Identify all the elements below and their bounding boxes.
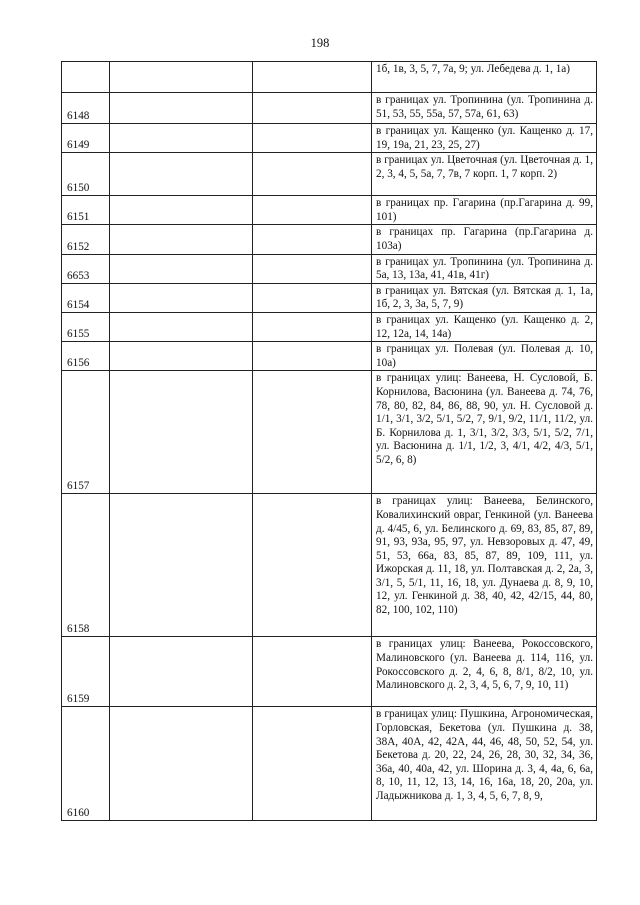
- empty-cell: [253, 196, 372, 225]
- district-boundaries-cell: [372, 196, 597, 225]
- empty-cell: [253, 342, 372, 371]
- empty-cell: [253, 707, 372, 821]
- district-boundaries-cell: [372, 371, 597, 494]
- district-number: 6150: [62, 153, 110, 196]
- table-row: [62, 153, 597, 196]
- district-number: 6157: [62, 371, 110, 494]
- empty-cell: [253, 637, 372, 707]
- table-row: [62, 196, 597, 225]
- table-row: [62, 312, 597, 341]
- district-number: 6151: [62, 196, 110, 225]
- polling-districts-table: [61, 61, 597, 821]
- district-boundaries-text: в границах ул. Вятская (ул. Вятская д. 1, 1а, 1б, 2, 3, 3а, 5, 7, 9): [376, 284, 593, 311]
- district-number: 6154: [62, 283, 110, 312]
- empty-cell: [253, 93, 372, 124]
- empty-cell: [253, 153, 372, 196]
- district-number: 6155: [62, 312, 110, 341]
- district-boundaries-text: в границах улиц: Пушкина, Агрономическая, Горловская, Бекетова (ул. Пушкина д. 38, 38А, 40А, 42, 42А, 44, 46, 48, 50, 52, 54, ул. Бекетова д. 20, 22, 24, 26, 28, 30, 32, 34, 36, 36а, 40, 40а, 42, ул. Шорина д. 3, 4, 4а, 6, 6а, 8, 10, 11, 12, 13, 14, 16, 16а, 18, 20, 20а, ул. Ладыжникова д. 1, 3, 4, 5, 6, 7, 8, 9,: [376, 708, 593, 802]
- table-row: [62, 494, 597, 637]
- district-boundaries-cell: [372, 494, 597, 637]
- district-boundaries-text: в границах ул. Цветочная (ул. Цветочная д. 1, 2, 3, 4, 5, 5а, 7, 7в, 7 корп. 1, 7 корп. 2): [376, 154, 593, 180]
- empty-cell: [110, 312, 253, 341]
- empty-cell: [253, 283, 372, 312]
- empty-cell: [253, 62, 372, 93]
- district-boundaries-cell: [372, 153, 597, 196]
- district-boundaries-cell: [372, 637, 597, 707]
- district-boundaries-cell: [372, 124, 597, 153]
- district-boundaries-text: 1б, 1в, 3, 5, 7, 7а, 9; ул. Лебедева д. 1, 1а): [376, 63, 570, 75]
- empty-cell: [110, 124, 253, 153]
- empty-cell: [110, 371, 253, 494]
- district-number: 6653: [62, 254, 110, 283]
- empty-cell: [253, 254, 372, 283]
- table-row: [62, 93, 597, 124]
- empty-cell: [110, 342, 253, 371]
- district-boundaries-cell: [372, 93, 597, 124]
- district-boundaries-text: в границах пр. Гагарина (пр.Гагарина д. 99, 101): [376, 197, 593, 223]
- empty-cell: [110, 196, 253, 225]
- table-row: [62, 707, 597, 821]
- district-number: 6156: [62, 342, 110, 371]
- district-boundaries-text: в границах улиц: Ванеева, Рокоссовского, Малиновского (ул. Ванеева д. 114, 116, ул. Рокоссовского д. 2, 4, 6, 8, 8/1, 8/2, 10, ул. Малиновского д. 2, 3, 4, 5, 6, 7, 9, 10, 11): [376, 638, 593, 692]
- district-number: 6152: [62, 225, 110, 254]
- empty-cell: [253, 371, 372, 494]
- empty-cell: [110, 283, 253, 312]
- table-row: [62, 225, 597, 254]
- empty-cell: [110, 494, 253, 637]
- table-row: [62, 254, 597, 283]
- empty-cell: [110, 707, 253, 821]
- table-row: [62, 283, 597, 312]
- district-boundaries-text: в границах ул. Тропинина (ул. Тропинина д. 51, 53, 55, 55а, 57, 57а, 61, 63): [376, 94, 593, 120]
- empty-cell: [253, 225, 372, 254]
- table-row: [62, 124, 597, 153]
- district-boundaries-cell: [372, 312, 597, 341]
- district-boundaries-cell: [372, 342, 597, 371]
- district-boundaries-cell: [372, 62, 597, 93]
- district-boundaries-cell: [372, 707, 597, 821]
- district-number: [62, 62, 110, 93]
- empty-cell: [253, 124, 372, 153]
- page-number: 198: [310, 36, 330, 50]
- empty-cell: [110, 62, 253, 93]
- table-row: [62, 342, 597, 371]
- district-boundaries-text: в границах ул. Кащенко (ул. Кащенко д. 2, 12, 12а, 14, 14а): [376, 313, 593, 340]
- district-number: 6149: [62, 124, 110, 153]
- district-boundaries-text: в границах улиц: Ванеева, Белинского, Ковалихинский овраг, Генкиной (ул. Ванеева д. 4/45, 6, ул. Белинского д. 69, 83, 85, 87, 89, 91, 93, 93а, 95, 97, ул. Невзоровых д. 47, 49, 51, 53, 66а, 83, 85, 87, 89, 109, 111, ул. Ижорская д. 11, 18, ул. Полтавская д. 2, 2а, 3, 3/1, 5, 5/1, 11, 16, 18, ул. Дунаева д. 8, 9, 10, 12, ул. Генкиной д. 38, 40, 42, 42/15, 44, 80, 82, 100, 102, 110): [376, 495, 593, 617]
- empty-cell: [110, 93, 253, 124]
- empty-cell: [253, 312, 372, 341]
- district-boundaries-cell: [372, 283, 597, 312]
- empty-cell: [253, 494, 372, 637]
- table-row: [62, 62, 597, 93]
- district-number: 6160: [62, 707, 110, 821]
- empty-cell: [110, 637, 253, 707]
- district-boundaries-text: в границах ул. Тропинина (ул. Тропинина д. 5а, 13, 13а, 41, 41в, 41г): [376, 255, 593, 282]
- empty-cell: [110, 153, 253, 196]
- district-boundaries-text: в границах улиц: Ванеева, Н. Сусловой, Б. Корнилова, Васюнина (ул. Ванеева д. 74, 76, 78, 80, 82, 84, 86, 88, 90, ул. Н. Сусловой д. 1/1, 3/1, 3/2, 5/1, 5/2, 7, 9/1, 9/2, 11/1, 11/2, ул. Б. Корнилова д. 1, 3/1, 3/2, 3/3, 5/1, 5/2, 7/1, ул. Васюнина д. 1/1, 1/2, 3, 4/1, 4/2, 4/3, 5/1, 5/2, 6, 8): [376, 372, 593, 466]
- district-number: 6148: [62, 93, 110, 124]
- district-boundaries-text: в границах ул. Полевая (ул. Полевая д. 10, 10а): [376, 343, 593, 369]
- district-boundaries-cell: [372, 225, 597, 254]
- empty-cell: [110, 254, 253, 283]
- district-boundaries-text: в границах пр. Гагарина (пр.Гагарина д. 103а): [376, 226, 593, 252]
- table-row: [62, 637, 597, 707]
- district-number: 6158: [62, 494, 110, 637]
- table-row: [62, 371, 597, 494]
- empty-cell: [110, 225, 253, 254]
- district-boundaries-cell: [372, 254, 597, 283]
- district-boundaries-text: в границах ул. Кащенко (ул. Кащенко д. 17, 19, 19а, 21, 23, 25, 27): [376, 125, 593, 151]
- district-number: 6159: [62, 637, 110, 707]
